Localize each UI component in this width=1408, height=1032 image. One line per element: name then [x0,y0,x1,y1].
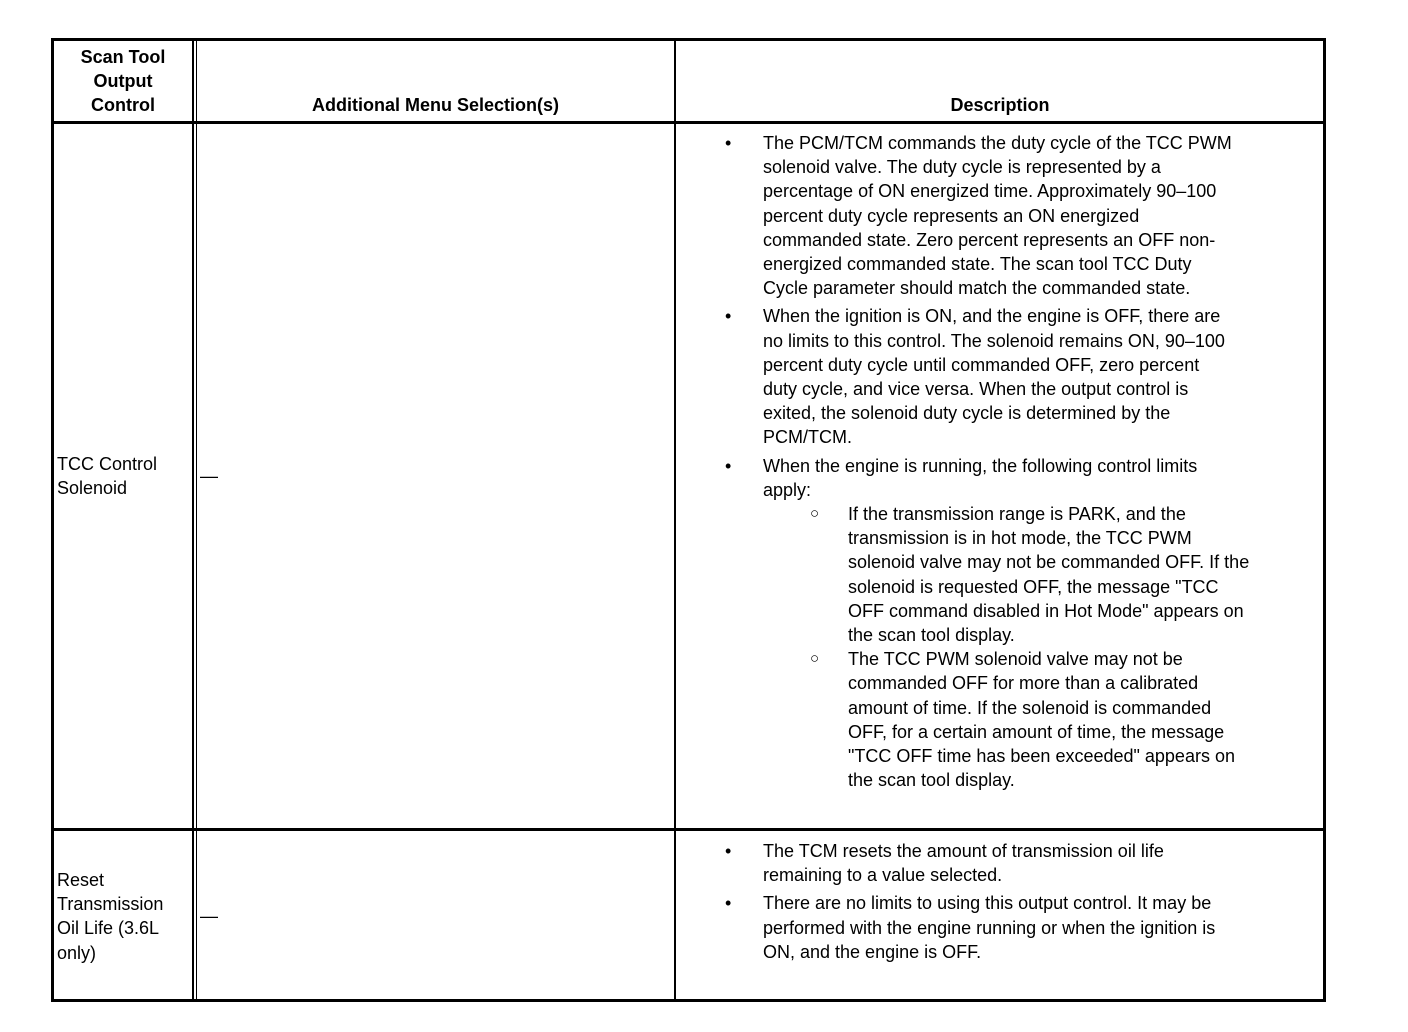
text-line: exited, the solenoid duty cycle is determined by the [763,403,1171,424]
text-line: Cycle parameter should match the commanded state. [763,278,1191,299]
text-line: percent duty cycle until commanded OFF, zero percent [763,354,1200,375]
bullet-item [725,839,1164,887]
text-line: solenoid is requested OFF, the message "TCC [848,576,1219,597]
bullet-icon: • [725,133,732,153]
text-line: transmission is in hot mode, the TCC PWM [848,528,1192,549]
text-line: OFF, for a certain amount of time, the message [848,721,1225,742]
control-name [57,868,163,965]
text-line: Oil Life (3.6L [57,918,160,939]
menu-selection: — [200,466,218,486]
column-divider [196,38,197,1002]
text-line: If the transmission range is PARK, and the [848,504,1186,524]
text-line: When the ignition is ON, and the engine is OFF, there are [763,306,1221,327]
sub-bullet-item [810,502,1250,647]
text-line: percent duty cycle represents an ON energized [763,205,1140,226]
column-divider [192,38,194,1002]
text-line: no limits to this control. The solenoid remains ON, 90–100 [763,330,1225,351]
text-line: Solenoid [57,478,128,499]
text-line: percentage of ON energized time. Approximately 90–100 [763,181,1217,202]
bullet-item [725,131,1232,300]
row-divider [51,828,1326,831]
column-divider [674,38,676,1002]
bullet-icon: • [725,893,732,914]
text-line: Transmission [57,894,164,915]
text-line: commanded state. Zero percent represents an OFF non- [763,229,1216,250]
text-line: the scan tool display. [848,625,1015,646]
text-line: remaining to a value selected. [763,865,1003,886]
bullet-item [725,304,1225,449]
text-line: The TCC PWM solenoid valve may not be [848,649,1183,670]
text-line: The TCM resets the amount of transmission oil life [763,841,1164,861]
bullet-icon: • [725,841,732,861]
row-divider [51,121,1326,124]
circle-bullet-icon: ○ [810,505,820,522]
text-line: There are no limits to using this output control. It may be [763,893,1212,914]
text-line: ON, and the engine is OFF. [763,941,982,962]
sub-bullet-item [810,647,1235,792]
menu-selection: — [200,906,218,926]
bullet-item [725,891,1216,964]
header-additional-menu-selections: Additional Menu Selection(s) [311,95,559,115]
text-line: commanded OFF for more than a calibrated [848,673,1199,694]
text-line: PCM/TCM. [763,427,852,448]
header-description: Description [950,95,1050,115]
text-line: Reset [57,870,105,890]
text-line: performed with the engine running or when the ignition is [763,917,1216,938]
header-line: Output [93,71,153,91]
text-line: TCC Control [57,454,158,474]
header-line: Control [91,95,155,115]
text-line: solenoid valve. The duty cycle is represented by a [763,157,1161,178]
text-line: OFF command disabled in Hot Mode" appears on [848,600,1244,621]
text-line: amount of time. If the solenoid is commanded [848,697,1212,718]
text-line: duty cycle, and vice versa. When the output control is [763,379,1189,399]
bullet-icon: • [725,306,732,327]
text-line: apply: [763,479,812,500]
header-line: Scan Tool [80,47,166,67]
header-scan-tool-output-control [54,45,192,117]
text-line: the scan tool display. [848,770,1015,791]
text-line: only) [57,942,97,963]
bullet-icon: • [725,455,732,476]
bullet-item [725,454,1198,502]
text-line: "TCC OFF time has been exceeded" appears on [848,746,1235,766]
control-name [57,452,157,500]
text-line: solenoid valve may not be commanded OFF. If the [848,552,1250,573]
text-line: energized commanded state. The scan tool TCC Duty [763,254,1192,275]
text-line: When the engine is running, the following control limits [763,455,1198,476]
text-line: The PCM/TCM commands the duty cycle of the TCC PWM [763,133,1232,153]
circle-bullet-icon: ○ [810,650,820,668]
